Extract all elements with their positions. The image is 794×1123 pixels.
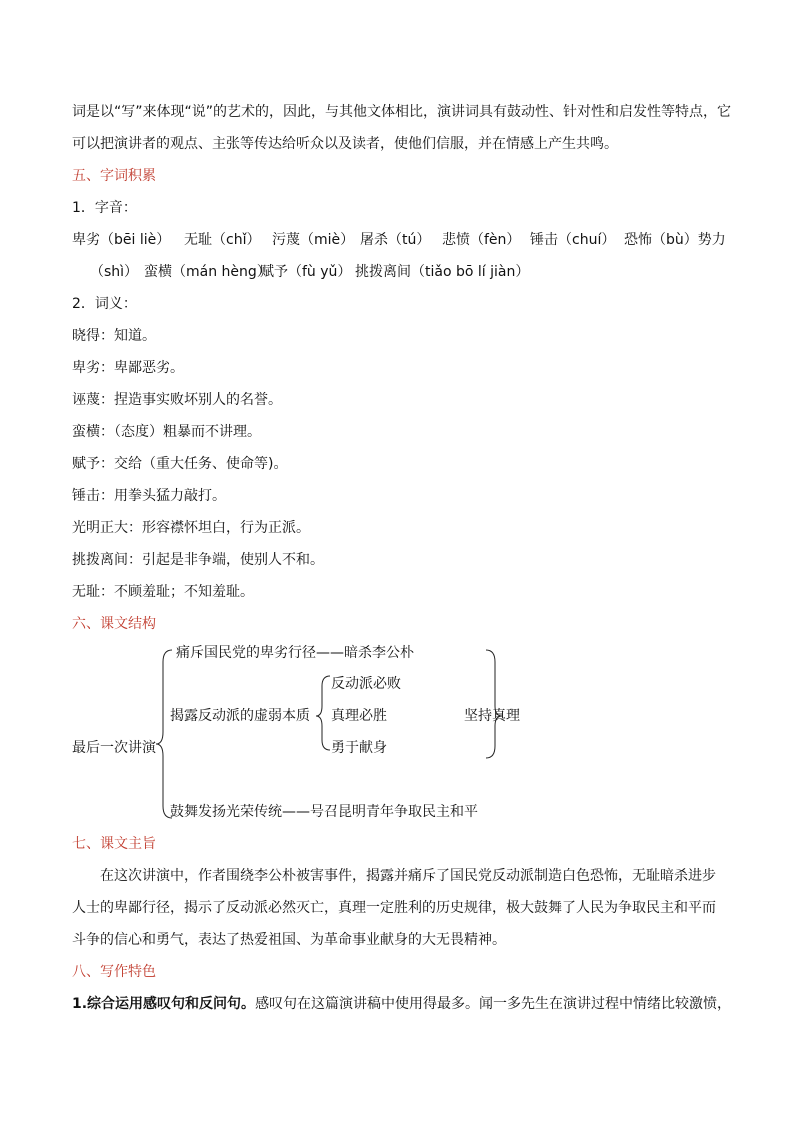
pron-item: 赋予（fù yǔ）	[260, 264, 352, 280]
pron-item: 无耻（chǐ）	[184, 232, 261, 248]
pron-item: 锤击（chuí）	[530, 232, 616, 248]
theme-line-2: 人士的卑鄙行径，揭示了反动派必然灭亡，真理一定胜利的历史规律，极大鼓舞了人民为争取民主和平而	[72, 900, 716, 916]
meaning-item: 无耻：不顾羞耻；不知羞耻。	[72, 584, 254, 600]
structure-branch-1: 痛斥国民党的卑劣行径——暗杀李公朴	[176, 645, 414, 661]
left-brace-main	[156, 650, 172, 818]
section-6-heading: 六、课文结构	[72, 616, 156, 632]
meaning-item: 卑劣：卑鄙恶劣。	[72, 360, 184, 376]
intro-line-2: 可以把演讲者的观点、主张等传达给听众以及读者，使他们信服，并在情感上产生共鸣。	[72, 136, 618, 152]
structure-branch-2: 揭露反动派的虚弱本质	[170, 708, 310, 724]
feature-item-1-title: 1.综合运用感叹句和反问句。	[72, 996, 256, 1012]
section-5-heading: 五、字词积累	[72, 168, 156, 184]
theme-line-3: 斗争的信心和勇气，表达了热爱祖国、为革命事业献身的大无畏精神。	[72, 932, 506, 948]
pron-item: 屠杀（tú）	[360, 232, 431, 248]
feature-item-1-text: 感叹句在这篇演讲稿中使用得最多。闻一多先生在演讲过程中情绪比较激愤，	[255, 996, 732, 1012]
right-brace	[486, 650, 502, 758]
structure-branch-3: 鼓舞发扬光荣传统——号召昆明青年争取民主和平	[170, 804, 478, 820]
pron-item: 蛮横（mán hèng）	[144, 264, 271, 280]
meaning-item: 赋予：交给（重大任务、使命等)。	[72, 456, 288, 472]
meaning-item: 蛮横：（态度）粗暴而不讲理。	[72, 424, 261, 440]
structure-conclusion: 坚持真理	[464, 708, 520, 724]
pron-item: 悲愤（fèn）	[442, 232, 521, 248]
pron-item: 恐怖（bù）势力	[624, 232, 726, 248]
structure-sub-1: 反动派必败	[331, 676, 401, 692]
pronunciation-label: 1．字音：	[72, 200, 137, 216]
meaning-label: 2．词义：	[72, 296, 137, 312]
structure-sub-3: 勇于献身	[331, 740, 387, 756]
theme-line-1: 在这次讲演中，作者围绕李公朴被害事件，揭露并痛斥了国民党反动派制造白色恐怖，无耻暗杀进步	[100, 868, 716, 884]
section-8-heading: 八、写作特色	[72, 964, 156, 980]
pron-item: （shì）	[90, 264, 139, 280]
pron-item: 挑拨离间（tiǎo bō lí jiàn）	[355, 264, 530, 280]
section-7-heading: 七、课文主旨	[72, 836, 156, 852]
feature-item-1	[72, 994, 731, 1014]
intro-line-1: 词是以“写”来体现“说”的艺术的，因此，与其他文体相比，演讲词具有鼓动性、针对性和启发性等特点，它	[72, 104, 732, 120]
meaning-item: 光明正大：形容襟怀坦白，行为正派。	[72, 520, 310, 536]
meaning-item: 诬蔑：捏造事实败坏别人的名誉。	[72, 392, 282, 408]
pron-item: 污蔑（miè）	[272, 232, 355, 248]
pron-item: 卑劣（bēi liè）	[72, 232, 171, 248]
meaning-item: 晓得：知道。	[72, 328, 156, 344]
left-brace-sub	[316, 676, 330, 750]
structure-root: 最后一次讲演	[72, 740, 156, 756]
meaning-item: 锤击：用拳头猛力敲打。	[72, 488, 226, 504]
structure-sub-2: 真理必胜	[331, 708, 387, 724]
meaning-item: 挑拨离间：引起是非争端，使别人不和。	[72, 552, 324, 568]
